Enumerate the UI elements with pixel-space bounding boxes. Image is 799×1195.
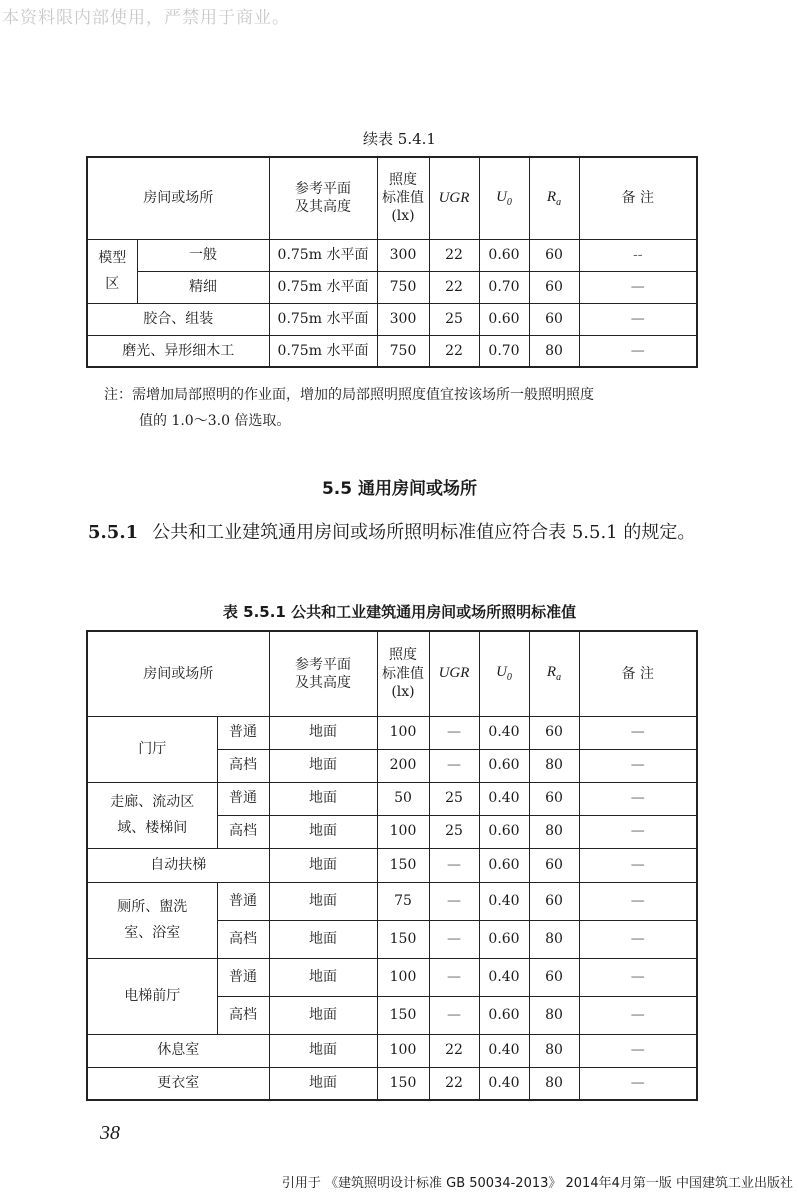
remark-cell: —: [579, 271, 697, 303]
ra-cell: 60: [529, 303, 579, 335]
header-u0: $U_0$: [479, 631, 529, 716]
ugr-cell: 22: [429, 1067, 479, 1100]
group-cell: 门厅: [87, 716, 217, 782]
header-ra: $R_a$: [529, 157, 579, 239]
ra-cell: 60: [529, 716, 579, 749]
table-row: [87, 716, 697, 749]
sub-cell: 高档: [217, 920, 269, 958]
table-header-row: [87, 631, 697, 716]
place-cell: 磨光、异形细木工: [87, 335, 269, 367]
u0-cell: 0.40: [479, 782, 529, 815]
remark-cell: —: [579, 749, 697, 782]
u0-cell: 0.40: [479, 882, 529, 920]
lux-cell: 150: [377, 1067, 429, 1100]
header-remark: 备 注: [579, 157, 697, 239]
u0-cell: 0.40: [479, 1034, 529, 1067]
lux-cell: 300: [377, 239, 429, 271]
plane-cell: 地面: [269, 749, 377, 782]
place-cell: 一般: [137, 239, 269, 271]
u0-cell: 0.70: [479, 335, 529, 367]
table-caption: 续表 5.4.1: [363, 130, 436, 148]
ugr-cell: 22: [429, 335, 479, 367]
plane-cell: 地面: [269, 848, 377, 882]
u0-cell: 0.40: [479, 1067, 529, 1100]
sub-cell: 高档: [217, 749, 269, 782]
remark-cell: --: [579, 239, 697, 271]
ra-cell: 60: [529, 271, 579, 303]
table-5-4-1-continued: [86, 156, 698, 368]
group-cell: 厕所、盥洗 室、浴室: [87, 882, 217, 958]
header-u0: $U_0$: [479, 157, 529, 239]
table-row: [87, 1034, 697, 1067]
plane-cell: 地面: [269, 882, 377, 920]
table-row: [87, 303, 697, 335]
group-cell: 走廊、流动区 域、楼梯间: [87, 782, 217, 848]
plane-cell: 地面: [269, 920, 377, 958]
header-ugr: UGR: [429, 157, 479, 239]
plane-cell: 地面: [269, 958, 377, 996]
plane-cell: 0.75m 水平面: [269, 271, 377, 303]
remark-cell: —: [579, 815, 697, 848]
table-row: [87, 782, 697, 815]
remark-cell: —: [579, 1034, 697, 1067]
plane-cell: 地面: [269, 1034, 377, 1067]
lux-cell: 100: [377, 958, 429, 996]
lux-cell: 750: [377, 335, 429, 367]
ra-cell: 60: [529, 958, 579, 996]
ugr-cell: —: [429, 848, 479, 882]
sub-cell: 普通: [217, 882, 269, 920]
group-cell: 更衣室: [87, 1067, 269, 1100]
remark-cell: —: [579, 882, 697, 920]
plane-cell: 0.75m 水平面: [269, 335, 377, 367]
u0-cell: 0.70: [479, 271, 529, 303]
table-row: [87, 1067, 697, 1100]
u0-cell: 0.60: [479, 749, 529, 782]
group-cell: 休息室: [87, 1034, 269, 1067]
remark-cell: —: [579, 920, 697, 958]
watermark: 本资料限内部使用，严禁用于商业。: [2, 8, 290, 28]
u0-cell: 0.60: [479, 303, 529, 335]
header-ra: $R_a$: [529, 631, 579, 716]
ra-cell: 80: [529, 920, 579, 958]
lux-cell: 75: [377, 882, 429, 920]
header-plane: 参考平面 及其高度: [269, 631, 377, 716]
table-row: [87, 848, 697, 882]
plane-cell: 0.75m 水平面: [269, 303, 377, 335]
clause-paragraph: [88, 516, 700, 550]
section-heading: 5.5 通用房间或场所: [321, 479, 478, 499]
plane-cell: 地面: [269, 1067, 377, 1100]
lux-cell: 100: [377, 815, 429, 848]
lux-cell: 100: [377, 1034, 429, 1067]
ugr-cell: —: [429, 749, 479, 782]
ugr-cell: 25: [429, 782, 479, 815]
ra-cell: 80: [529, 335, 579, 367]
sub-cell: 普通: [217, 958, 269, 996]
ugr-cell: —: [429, 996, 479, 1034]
citation-footer: 引用于 《建筑照明设计标准 GB 50034-2013》 2014年4月第一版 中国建筑工业出版社: [281, 1176, 793, 1191]
ugr-cell: —: [429, 920, 479, 958]
ra-cell: 80: [529, 1067, 579, 1100]
clause-text: 公共和工业建筑通用房间或场所照明标准值应符合表 5.5.1 的规定。: [152, 522, 696, 543]
ugr-cell: —: [429, 958, 479, 996]
u0-cell: 0.40: [479, 958, 529, 996]
u0-cell: 0.60: [479, 815, 529, 848]
ra-cell: 60: [529, 239, 579, 271]
ra-cell: 60: [529, 782, 579, 815]
ra-cell: 60: [529, 882, 579, 920]
lux-cell: 150: [377, 996, 429, 1034]
lux-cell: 200: [377, 749, 429, 782]
ugr-cell: 22: [429, 271, 479, 303]
ugr-cell: 22: [429, 1034, 479, 1067]
table-header-row: [87, 157, 697, 239]
header-place: 房间或场所: [87, 631, 269, 716]
lux-cell: 750: [377, 271, 429, 303]
u0-cell: 0.60: [479, 239, 529, 271]
group-cell: 模型 区: [87, 239, 137, 303]
ra-cell: 60: [529, 848, 579, 882]
header-remark: 备 注: [579, 631, 697, 716]
table-title: 表 5.5.1 公共和工业建筑通用房间或场所照明标准值: [222, 603, 577, 621]
header-ugr: UGR: [429, 631, 479, 716]
plane-cell: 0.75m 水平面: [269, 239, 377, 271]
plane-cell: 地面: [269, 996, 377, 1034]
u0-cell: 0.60: [479, 848, 529, 882]
ugr-cell: —: [429, 716, 479, 749]
header-plane: 参考平面 及其高度: [269, 157, 377, 239]
lux-cell: 150: [377, 848, 429, 882]
header-lux: 照度 标准值 (lx): [377, 631, 429, 716]
remark-cell: —: [579, 848, 697, 882]
table-5-5-1: [86, 630, 698, 1101]
ra-cell: 80: [529, 996, 579, 1034]
table-note: [104, 382, 704, 434]
table-row: [87, 271, 697, 303]
sub-cell: 高档: [217, 996, 269, 1034]
header-lux: 照度 标准值 (lx): [377, 157, 429, 239]
remark-cell: —: [579, 716, 697, 749]
place-cell: 胶合、组装: [87, 303, 269, 335]
remark-cell: —: [579, 958, 697, 996]
place-cell: 精细: [137, 271, 269, 303]
plane-cell: 地面: [269, 782, 377, 815]
ra-cell: 80: [529, 749, 579, 782]
plane-cell: 地面: [269, 815, 377, 848]
group-cell: 自动扶梯: [87, 848, 269, 882]
header-place: 房间或场所: [87, 157, 269, 239]
note-line-1: 注：需增加局部照明的作业面，增加的局部照明照度值宜按该场所一般照明照度: [104, 387, 594, 403]
u0-cell: 0.60: [479, 996, 529, 1034]
ugr-cell: 22: [429, 239, 479, 271]
table-row: [87, 335, 697, 367]
u0-cell: 0.60: [479, 920, 529, 958]
table-row: [87, 958, 697, 996]
sub-cell: 普通: [217, 716, 269, 749]
remark-cell: —: [579, 1067, 697, 1100]
lux-cell: 300: [377, 303, 429, 335]
remark-cell: —: [579, 303, 697, 335]
table-row: [87, 882, 697, 920]
sub-cell: 普通: [217, 782, 269, 815]
ra-cell: 80: [529, 815, 579, 848]
ugr-cell: —: [429, 882, 479, 920]
sub-cell: 高档: [217, 815, 269, 848]
remark-cell: —: [579, 335, 697, 367]
group-cell: 电梯前厅: [87, 958, 217, 1034]
clause-number: 5.5.1: [88, 522, 139, 543]
u0-cell: 0.40: [479, 716, 529, 749]
remark-cell: —: [579, 996, 697, 1034]
lux-cell: 50: [377, 782, 429, 815]
ra-cell: 80: [529, 1034, 579, 1067]
lux-cell: 150: [377, 920, 429, 958]
ugr-cell: 25: [429, 815, 479, 848]
plane-cell: 地面: [269, 716, 377, 749]
ugr-cell: 25: [429, 303, 479, 335]
lux-cell: 100: [377, 716, 429, 749]
page-number: 38: [100, 1122, 120, 1144]
table-row: [87, 239, 697, 271]
remark-cell: —: [579, 782, 697, 815]
note-line-2: 值的 1.0～3.0 倍选取。: [139, 413, 291, 429]
